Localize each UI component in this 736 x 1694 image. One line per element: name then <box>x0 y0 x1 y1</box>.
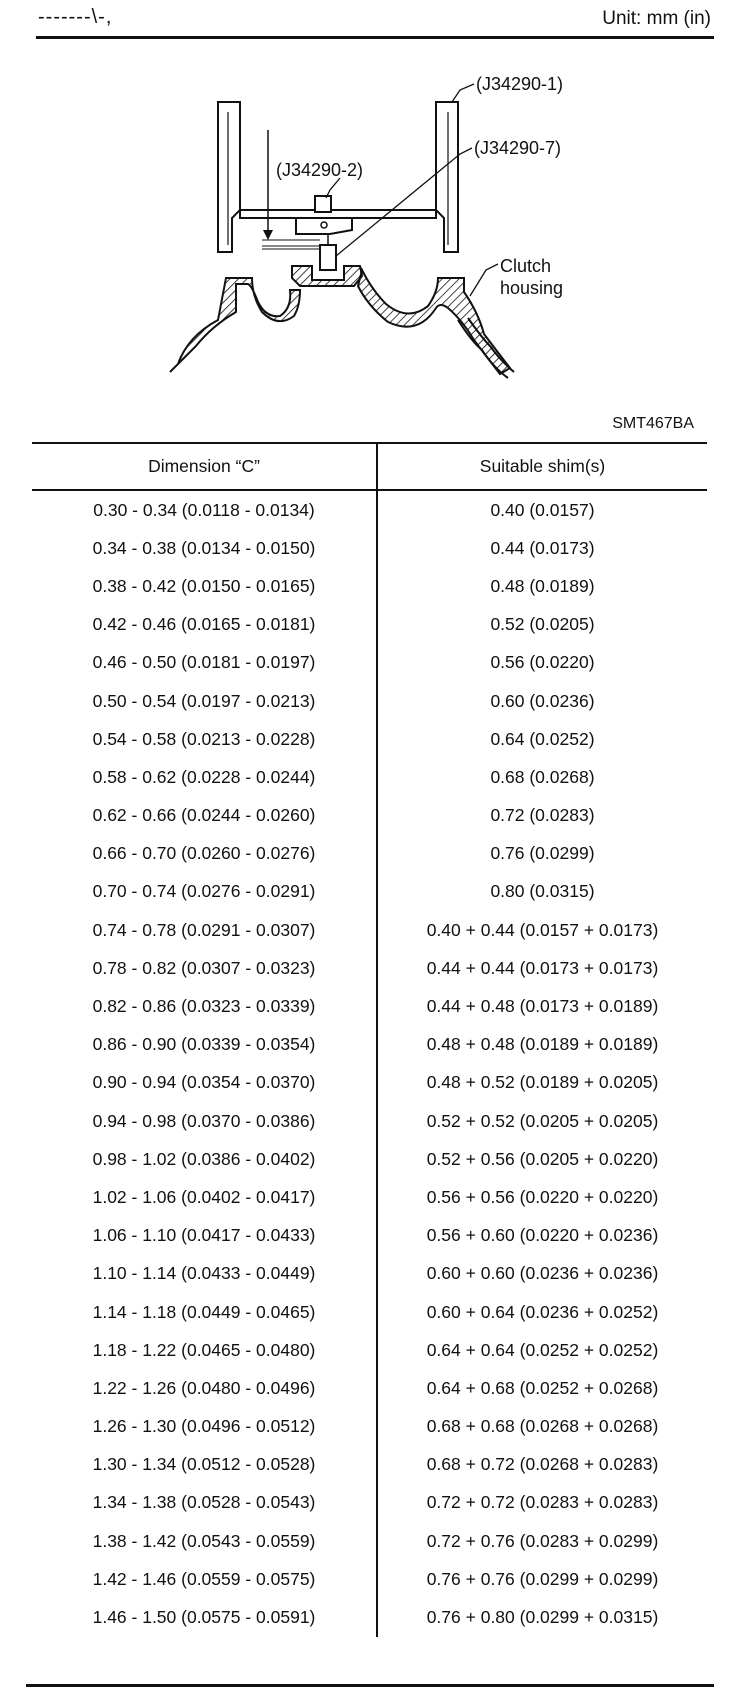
callout-housing: housing <box>500 278 564 298</box>
table-row <box>32 1331 707 1369</box>
unit-label: Unit: mm (in) <box>602 8 711 29</box>
shim-cell: 0.64 (0.0252) <box>490 728 595 749</box>
dimension-cell: 0.46 - 0.50 (0.0181 - 0.0197) <box>32 644 377 682</box>
shim-cell: 0.44 (0.0173) <box>490 537 595 558</box>
header-rule <box>36 36 714 39</box>
dimension-cell: 1.38 - 1.42 (0.0543 - 0.0559) <box>32 1522 377 1560</box>
shim-cell: 0.40 + 0.44 (0.0157 + 0.0173) <box>426 919 659 940</box>
table-row <box>32 873 707 911</box>
dimension-cell: 0.94 - 0.98 (0.0370 - 0.0386) <box>32 1102 377 1140</box>
table-row <box>32 1102 707 1140</box>
callout-tool-7: (J34290-7) <box>474 138 562 158</box>
tool-left-leg <box>218 102 240 252</box>
housing-left-flange <box>170 278 300 372</box>
shim-cell: 0.60 + 0.64 (0.0236 + 0.0252) <box>426 1301 659 1322</box>
dimension-cell: 1.26 - 1.30 (0.0496 - 0.0512) <box>32 1408 377 1446</box>
dimension-cell: 0.78 - 0.82 (0.0307 - 0.0323) <box>32 949 377 987</box>
table-row <box>32 720 707 758</box>
dimension-cell: 0.50 - 0.54 (0.0197 - 0.0213) <box>32 682 377 720</box>
shim-cell: 0.76 + 0.80 (0.0299 + 0.0315) <box>426 1607 659 1628</box>
table-row <box>32 1408 707 1446</box>
page-header <box>0 0 736 44</box>
dimension-cell: 0.66 - 0.70 (0.0260 - 0.0276) <box>32 835 377 873</box>
truncated-heading: -------\-, <box>38 6 113 28</box>
gauge-plunger <box>315 196 331 212</box>
dimension-cell: 1.18 - 1.22 (0.0465 - 0.0480) <box>32 1331 377 1369</box>
shim-cell: 0.68 (0.0268) <box>490 766 595 787</box>
table-header-row <box>32 443 707 490</box>
figure-code: SMT467BA <box>612 415 694 432</box>
dimension-cell: 1.46 - 1.50 (0.0575 - 0.0591) <box>32 1598 377 1636</box>
table-row <box>32 1217 707 1255</box>
shim-cell: 0.72 + 0.76 (0.0283 + 0.0299) <box>426 1530 659 1551</box>
gauge-block <box>296 218 352 234</box>
clutch-housing-diagram <box>0 50 736 380</box>
dimension-cell: 1.02 - 1.06 (0.0402 - 0.0417) <box>32 1178 377 1216</box>
table-row <box>32 606 707 644</box>
dimension-cell: 1.30 - 1.34 (0.0512 - 0.0528) <box>32 1446 377 1484</box>
table-row <box>32 1560 707 1598</box>
shim-cell: 0.56 (0.0220) <box>490 652 595 673</box>
dimension-cell: 0.90 - 0.94 (0.0354 - 0.0370) <box>32 1064 377 1102</box>
dimension-cell: 1.06 - 1.10 (0.0417 - 0.0433) <box>32 1217 377 1255</box>
table-row <box>32 567 707 605</box>
table-row <box>32 1484 707 1522</box>
table-row <box>32 911 707 949</box>
tool-crossbar <box>240 210 436 218</box>
table-row <box>32 949 707 987</box>
dimension-cell: 0.54 - 0.58 (0.0213 - 0.0228) <box>32 720 377 758</box>
shim-cell: 0.52 + 0.52 (0.0205 + 0.0205) <box>426 1110 659 1131</box>
table-row <box>32 1026 707 1064</box>
table-row <box>32 987 707 1025</box>
tool-right-leg <box>436 102 458 252</box>
dimension-cell: 1.34 - 1.38 (0.0528 - 0.0543) <box>32 1484 377 1522</box>
table-row <box>32 758 707 796</box>
table-row <box>32 835 707 873</box>
table-body <box>32 490 707 1637</box>
dimension-cell: 0.58 - 0.62 (0.0228 - 0.0244) <box>32 758 377 796</box>
dimension-cell: 0.42 - 0.46 (0.0165 - 0.0181) <box>32 606 377 644</box>
shim-cell: 0.80 (0.0315) <box>490 881 595 902</box>
shim-cell: 0.40 (0.0157) <box>490 499 595 520</box>
shim-cell: 0.64 + 0.68 (0.0252 + 0.0268) <box>426 1377 659 1398</box>
table-row <box>32 490 707 529</box>
dimension-cell: 1.42 - 1.46 (0.0559 - 0.0575) <box>32 1560 377 1598</box>
table-row <box>32 1178 707 1216</box>
table-row <box>32 529 707 567</box>
shim-cell: 0.48 + 0.52 (0.0189 + 0.0205) <box>426 1072 659 1093</box>
dimension-cell: 0.82 - 0.86 (0.0323 - 0.0339) <box>32 987 377 1025</box>
shim-cell: 0.56 + 0.56 (0.0220 + 0.0220) <box>426 1186 659 1207</box>
shim-cell: 0.68 + 0.72 (0.0268 + 0.0283) <box>426 1454 659 1475</box>
footer-rule <box>26 1684 714 1687</box>
dimension-cell: 0.74 - 0.78 (0.0291 - 0.0307) <box>32 911 377 949</box>
dimension-cell: 1.14 - 1.18 (0.0449 - 0.0465) <box>32 1293 377 1331</box>
dimension-cell: 0.70 - 0.74 (0.0276 - 0.0291) <box>32 873 377 911</box>
shim-cell: 0.60 (0.0236) <box>490 690 595 711</box>
table-row <box>32 644 707 682</box>
table-row <box>32 1293 707 1331</box>
dimension-cell: 0.98 - 1.02 (0.0386 - 0.0402) <box>32 1140 377 1178</box>
shim-cell: 0.76 + 0.76 (0.0299 + 0.0299) <box>426 1568 659 1589</box>
shim-cell: 0.60 + 0.60 (0.0236 + 0.0236) <box>426 1263 659 1284</box>
shim-selection-table <box>32 442 707 1637</box>
shim-cell: 0.72 + 0.72 (0.0283 + 0.0283) <box>426 1492 659 1513</box>
dimension-cell: 0.86 - 0.90 (0.0339 - 0.0354) <box>32 1026 377 1064</box>
shim-cell: 0.68 + 0.68 (0.0268 + 0.0268) <box>426 1416 659 1437</box>
column-header-dimension: Dimension “C” <box>32 443 377 490</box>
callout-tool-2: (J34290-2) <box>276 160 364 180</box>
callout-clutch: Clutch <box>500 256 552 276</box>
table-row <box>32 1140 707 1178</box>
spacer-block <box>320 245 336 270</box>
shim-cell: 0.44 + 0.48 (0.0173 + 0.0189) <box>426 996 659 1017</box>
dimension-cell: 0.62 - 0.66 (0.0244 - 0.0260) <box>32 797 377 835</box>
table-row <box>32 1446 707 1484</box>
callout-tool-1: (J34290-1) <box>476 74 564 94</box>
table-row <box>32 682 707 720</box>
dimension-cell: 1.22 - 1.26 (0.0480 - 0.0496) <box>32 1369 377 1407</box>
column-header-shims: Suitable shim(s) <box>377 443 707 490</box>
shim-cell: 0.52 + 0.56 (0.0205 + 0.0220) <box>426 1148 659 1169</box>
table-row <box>32 1522 707 1560</box>
shim-cell: 0.48 + 0.48 (0.0189 + 0.0189) <box>426 1034 659 1055</box>
shim-cell: 0.72 (0.0283) <box>490 805 595 826</box>
shim-cell: 0.56 + 0.60 (0.0220 + 0.0236) <box>426 1225 659 1246</box>
table-row <box>32 797 707 835</box>
dimension-cell: 0.30 - 0.34 (0.0118 - 0.0134) <box>32 490 377 529</box>
dimension-cell: 0.38 - 0.42 (0.0150 - 0.0165) <box>32 567 377 605</box>
table-row <box>32 1598 707 1636</box>
table-row <box>32 1064 707 1102</box>
dimension-cell: 1.10 - 1.14 (0.0433 - 0.0449) <box>32 1255 377 1293</box>
table-row <box>32 1369 707 1407</box>
shim-cell: 0.64 + 0.64 (0.0252 + 0.0252) <box>426 1339 659 1360</box>
dimension-cell: 0.34 - 0.38 (0.0134 - 0.0150) <box>32 529 377 567</box>
shim-cell: 0.48 (0.0189) <box>490 575 595 596</box>
shim-cell: 0.76 (0.0299) <box>490 843 595 864</box>
shim-cell: 0.44 + 0.44 (0.0173 + 0.0173) <box>426 957 659 978</box>
shim-cell: 0.52 (0.0205) <box>490 614 595 635</box>
table-row <box>32 1255 707 1293</box>
